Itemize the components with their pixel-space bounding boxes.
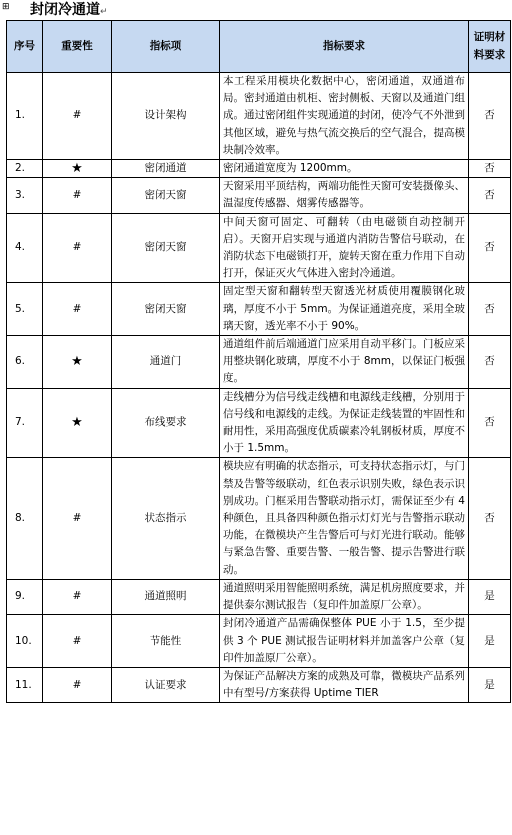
cell-row-number: 5. xyxy=(7,283,43,336)
cell-requirement: 本工程采用模块化数据中心，密闭通道，双通道布局。密封通道由机柜、密封侧板、天窗以及通道门组成。通过密闭组件实现通道的封闭，使冷气不外泄到其他区域，避免与热气流交换后的空气混合，提高模块制冷效率。 xyxy=(220,73,469,160)
cell-indicator-item: 设计架构 xyxy=(112,73,220,160)
cell-indicator-item: 布线要求 xyxy=(112,388,220,458)
cell-row-number: 2. xyxy=(7,160,43,178)
cell-requirement: 封闭冷通道产品需确保整体 PUE 小于 1.5，至少提供 3 个 PUE 测试报告证明材料并加盖客户公章（复印件加盖原厂公章）。 xyxy=(220,615,469,668)
cell-importance: # xyxy=(43,73,112,160)
cell-importance: # xyxy=(43,283,112,336)
table-body xyxy=(7,73,511,703)
cell-importance: # xyxy=(43,458,112,579)
cell-row-number: 9. xyxy=(7,579,43,614)
cell-indicator-item: 状态指示 xyxy=(112,458,220,579)
cell-requirement: 天窗采用平顶结构，两端功能性天窗可安装摄像头、温湿度传感器、烟雾传感器等。 xyxy=(220,178,469,213)
cell-row-number: 4. xyxy=(7,213,43,283)
cell-row-number: 7. xyxy=(7,388,43,458)
column-header-requirement: 指标要求 xyxy=(220,21,469,73)
paragraph-mark: ↵ xyxy=(100,7,108,17)
cell-proof-required: 否 xyxy=(469,160,511,178)
cell-row-number: 8. xyxy=(7,458,43,579)
cell-requirement: 密闭通道宽度为 1200mm。 xyxy=(220,160,469,178)
table-row xyxy=(7,458,511,579)
table-row xyxy=(7,388,511,458)
cell-importance: # xyxy=(43,213,112,283)
cell-requirement: 走线槽分为信号线走线槽和电源线走线槽，分别用于信号线和电源线的走线。为保证走线装置的牢固性和耐用性，采用高强度优质碳素冷轧钢板材质，厚度不小于 1.5mm。 xyxy=(220,388,469,458)
cell-proof-required: 否 xyxy=(469,458,511,579)
cell-proof-required: 否 xyxy=(469,73,511,160)
table-row xyxy=(7,579,511,614)
cell-row-number: 11. xyxy=(7,667,43,702)
cell-indicator-item: 密闭天窗 xyxy=(112,178,220,213)
cell-proof-required: 否 xyxy=(469,283,511,336)
cell-requirement: 通道组件前后端通道门应采用自动平移门。门板应采用整块钢化玻璃，厚度不小于 8mm，以保证门板强度。 xyxy=(220,336,469,389)
section-heading-row xyxy=(0,0,512,20)
cell-importance: # xyxy=(43,178,112,213)
table-row xyxy=(7,336,511,389)
section-title-text: 封闭冷通道 xyxy=(30,2,100,18)
cell-importance: ★ xyxy=(43,160,112,178)
cell-requirement: 通道照明采用智能照明系统，满足机房照度要求，并提供泰尔测试报告（复印件加盖原厂公章）。 xyxy=(220,579,469,614)
cell-importance: # xyxy=(43,667,112,702)
cell-indicator-item: 密闭天窗 xyxy=(112,213,220,283)
cell-row-number: 10. xyxy=(7,615,43,668)
column-header-importance: 重要性 xyxy=(43,21,112,73)
table-row xyxy=(7,667,511,702)
cell-indicator-item: 认证要求 xyxy=(112,667,220,702)
cell-requirement: 为保证产品解决方案的成熟及可靠，微模块产品系列中有型号/方案获得 Uptime TIER xyxy=(220,667,469,702)
cell-row-number: 3. xyxy=(7,178,43,213)
cell-indicator-item: 节能性 xyxy=(112,615,220,668)
column-header-no: 序号 xyxy=(7,21,43,73)
cell-importance: # xyxy=(43,615,112,668)
cell-proof-required: 否 xyxy=(469,336,511,389)
cell-row-number: 6. xyxy=(7,336,43,389)
cell-proof-required: 是 xyxy=(469,667,511,702)
cell-proof-required: 否 xyxy=(469,213,511,283)
table-row xyxy=(7,615,511,668)
cell-proof-required: 否 xyxy=(469,388,511,458)
table-header-row xyxy=(7,21,511,73)
table-row xyxy=(7,178,511,213)
section-title xyxy=(30,1,108,21)
cell-indicator-item: 密闭通道 xyxy=(112,160,220,178)
cell-proof-required: 是 xyxy=(469,615,511,668)
table-row xyxy=(7,160,511,178)
table-row xyxy=(7,213,511,283)
table-row xyxy=(7,283,511,336)
cell-importance: ★ xyxy=(43,336,112,389)
column-header-proof: 证明材料要求 xyxy=(469,21,511,73)
cell-proof-required: 是 xyxy=(469,579,511,614)
table-row xyxy=(7,73,511,160)
column-header-item: 指标项 xyxy=(112,21,220,73)
cell-importance: ★ xyxy=(43,388,112,458)
cell-indicator-item: 密闭天窗 xyxy=(112,283,220,336)
cell-row-number: 1. xyxy=(7,73,43,160)
cell-proof-required: 否 xyxy=(469,178,511,213)
cell-requirement: 固定型天窗和翻转型天窗透光材质使用覆膜钢化玻璃，厚度不小于 5mm。为保证通道亮度，采用全玻璃天窗，透光率不小于 90%。 xyxy=(220,283,469,336)
cell-indicator-item: 通道门 xyxy=(112,336,220,389)
requirements-table xyxy=(6,20,511,703)
cell-importance: # xyxy=(43,579,112,614)
move-handle-icon[interactable]: ⊞ xyxy=(2,2,10,12)
cell-requirement: 模块应有明确的状态指示，可支持状态指示灯，与门禁及告警等级联动，红色表示识别失败，绿色表示识别成功。门框采用告警联动指示灯，需保证至少有 4 种颜色，且具备四种颜色指示灯灯光与告警指示联动功能，在微模块产生告警后可与灯光进行联动。能够与紧急告警、重要告警、一般告警、提示告警进行联动。 xyxy=(220,458,469,579)
cell-indicator-item: 通道照明 xyxy=(112,579,220,614)
cell-requirement: 中间天窗可固定、可翻转（由电磁锁自动控制开启）。天窗开启实现与通道内消防告警信号联动，在消防状态下电磁锁打开，旋转天窗在重力作用下自动打开，保证灭火气体进入密封冷通道。 xyxy=(220,213,469,283)
